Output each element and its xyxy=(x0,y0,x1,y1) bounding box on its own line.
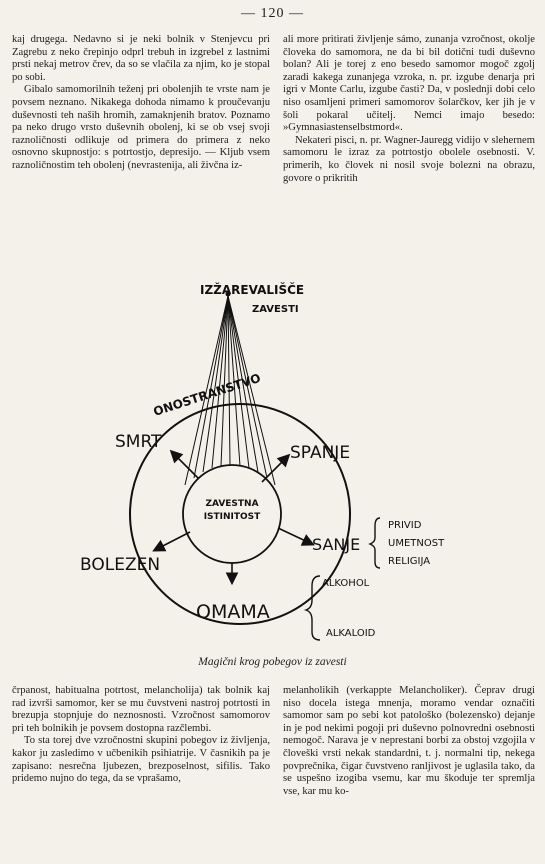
paragraph: kaj drugega. Nedavno si je neki bolnik v Stenjevcu pri Zagrebu z neko črepinjo odprl trebuh in izgrebel z lastnimi prsti nekaj metrov črev, da so se vlačila za njim, ko je stopal po sobi. xyxy=(12,34,270,83)
page-number: — 120 — xyxy=(241,6,304,21)
paragraph: melanholikih (verkappte Melancholiker). Čeprav drugi niso docela istega mnenja, moramo vendar označiti samomor sam po sebi kot patološko (bolezensko) dejanje in je pod nekimi pogoji pri duševno polnovredni osebnosti nemogoč. Narava je v neprestani borbi za obstoj vzgojila v človeški vrsti nekak standardni, t. j. normalni tip, nekega povprečnika, čigar čuvstveno ranljivost je uglasila tako, da se uspešno izogiba vsemu, kar mu škoduje ter spremlja vse, kar mu ko- xyxy=(283,685,535,797)
sanje-item: PRIVID xyxy=(388,520,422,531)
paragraph: Nekateri pisci, n. pr. Wagner-Jauregg vidijo v slehernem samomoru le izraz za potrtostjo obolele osebnosti. V. primerih, ko človek ni nosil svoje bolezni na obrazu, govore o prikritih xyxy=(283,134,535,184)
omama-item: ALKOHOL xyxy=(322,578,370,589)
source-label: IZŽAREVALIŠČE xyxy=(200,283,305,297)
paragraph: Gibalo samomorilnih teženj pri obolenjih te vrste nam je povsem neznano. Nikakega dohoda nimamo k proučevanju duševnosti teh naših hromih, zamaknjenih bratov. Poznamo pa neko drugo vrsto duševnih obolenj, ki se ob vsej svoji raznoličnosti odlikuje od primera do primera z neko osnovno skupnostjo: s potrtostjo, depresijo. — Kljub vsem raznoličnostim teh obolenj (nevrastenija, ali živčna iz- xyxy=(12,84,270,171)
figure-caption: Magični krog pobegov iz zavesti xyxy=(198,656,347,668)
omama-bracket xyxy=(306,576,320,640)
sanje-item: RELIGIJA xyxy=(388,556,431,567)
paragraph: črpanost, habitualna potrtost, melancholija) tak bolnik kaj rad izvrši samomor, ker se mu čuvstveni nastroj potrtosti in brezupja stopnjuje do neznosnosti. Vzročnost samomorov pri teh bolnikih je povsem dostopna razčlembi. xyxy=(12,685,270,734)
outer-ring-label: ONOSTRANSTVO xyxy=(151,370,263,419)
top-left-column xyxy=(12,34,270,173)
label-omama: OMAMA xyxy=(196,601,270,623)
label-smrt: SMRT xyxy=(115,432,162,452)
label-sanje: SANJE xyxy=(312,535,361,554)
bottom-left-column xyxy=(12,685,270,786)
paragraph: To sta torej dve vzročnostni skupini pobegov iz življenja, kakor ju zasledimo v učbenikih psihiatrije. V časnikih pa je zapisano: nesrečna ljubezen, brezposelnost, sifilis. Tako pridemo nujno do tega, da se vprašamo, xyxy=(12,735,270,785)
label-bolezen: BOLEZEN xyxy=(80,555,161,575)
center-label-2: ISTINITOST xyxy=(203,512,261,522)
center-label: ZAVESTNA xyxy=(205,499,259,509)
top-right-column xyxy=(283,34,535,185)
omama-item: ALKALOID xyxy=(326,628,376,639)
label-spanje: SPANJE xyxy=(290,443,351,463)
paragraph: ali more pritirati življenje sámo, zunanja vzročnost, okolje človeka do samomora, ne da bi bil dotični tudi duševno bolan? Ali je torej z eno besedo samomor mogoč zgolj zaradi kakega zunanjega vzroka, n. pr. izgube denarja pri igri v Monte Carlu, izgube časti? Da, v poslednji dobi celo niso osamljeni primeri samomorov šolarčkov, ker jih je v šoli pokaral učitelj. Nemci imajo besedo: »Gymnasiastenselbstmord«. xyxy=(283,34,535,134)
bottom-right-column xyxy=(283,685,535,798)
escape-circle-diagram xyxy=(0,270,545,670)
source-label-2: ZAVESTI xyxy=(252,304,299,315)
sanje-item: UMETNOST xyxy=(388,538,445,549)
sanje-bracket xyxy=(370,518,380,568)
